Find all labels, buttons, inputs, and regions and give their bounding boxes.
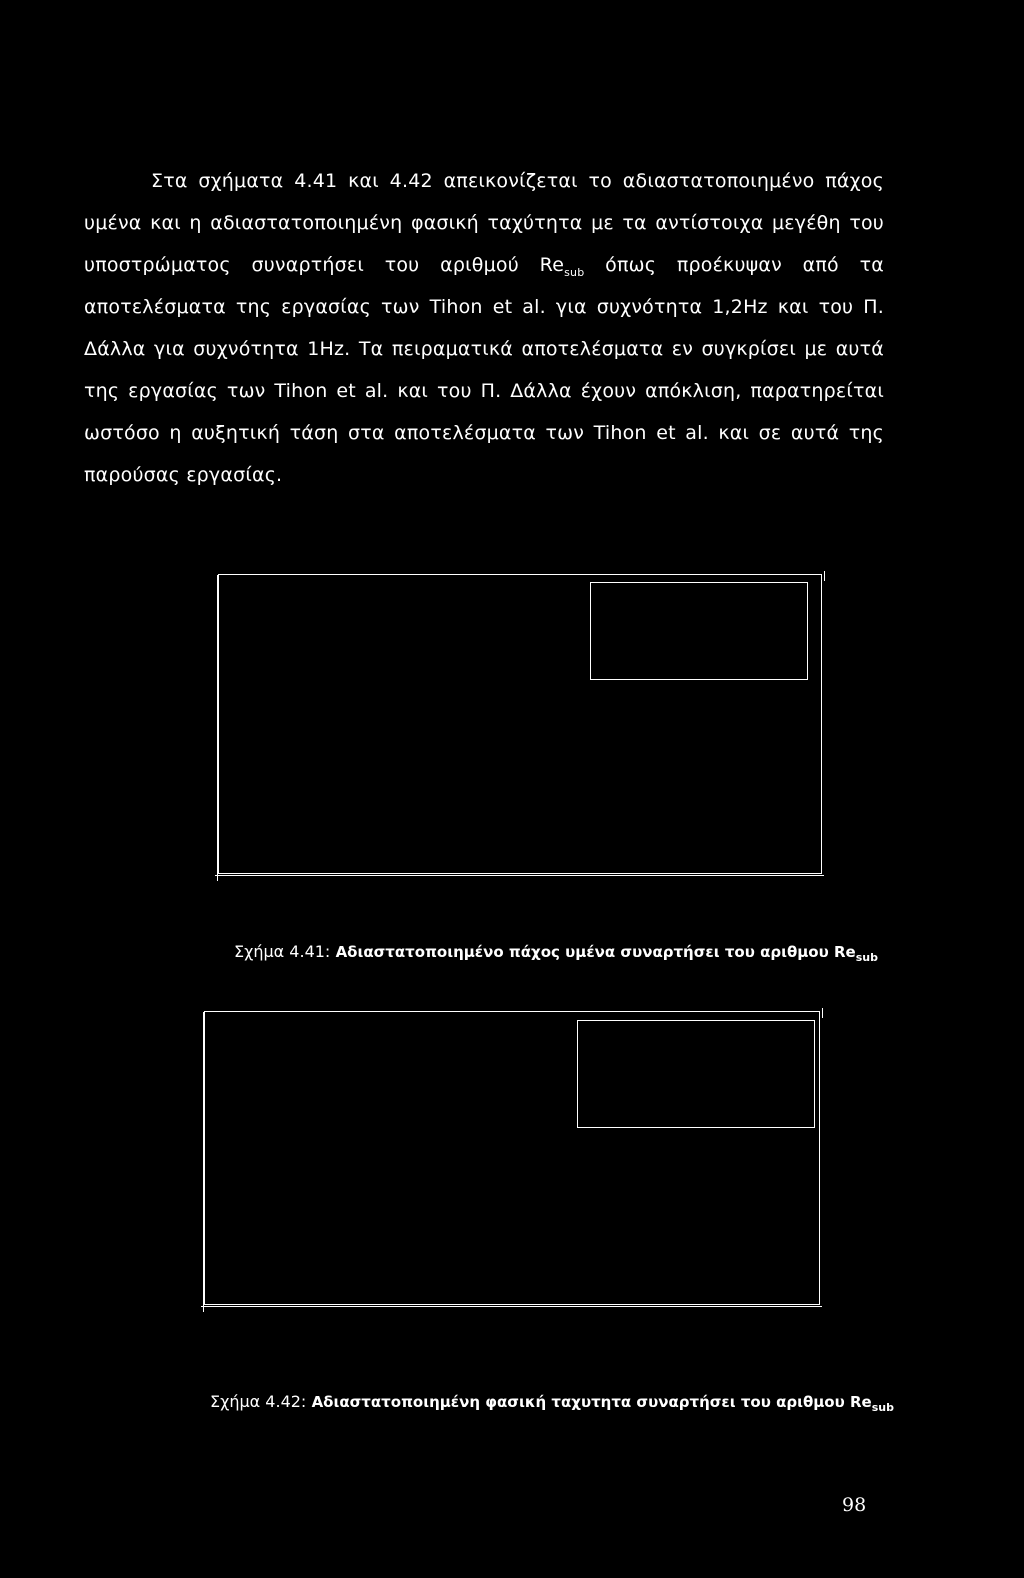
figure-4-42-caption-sub: sub bbox=[871, 1401, 894, 1414]
figure-4-41-caption-text: Αδιαστατοποιημένο πάχος υμένα συναρτήσει του αριθμου Re bbox=[335, 943, 856, 961]
figure-4-41-plot-frame bbox=[218, 574, 822, 874]
paragraph-line-3-head: υποστρώματος συναρτήσει του αριθμού Re bbox=[84, 254, 565, 276]
figure-4-42-caption-label: Σχήμα 4.42: bbox=[210, 1392, 307, 1411]
re-subscript: sub bbox=[564, 265, 585, 279]
figure-4-41-caption-sub: sub bbox=[855, 951, 878, 964]
paragraph-line-2: υμένα και η αδιαστατοποιημένη φασική ταχύτητα με τα αντίστοιχα μεγέθη του bbox=[84, 212, 884, 234]
paragraph-line-1: Στα σχήματα 4.41 και 4.42 απεικονίζεται το αδιαστατοποιημένο πάχος bbox=[151, 170, 884, 192]
figure-4-41-x-axis bbox=[215, 875, 824, 876]
figure-4-42-y-axis bbox=[203, 1012, 204, 1312]
paragraph-line-8: παρούσας εργασίας. bbox=[84, 464, 283, 486]
paragraph-line-5: Δάλλα για συχνότητα 1Hz. Τα πειραματικά αποτελέσματα εν συγκρίσει με αυτά bbox=[84, 338, 884, 360]
paragraph-line-4: αποτελέσματα της εργασίας των Tihon et al. για συχνότητα 1,2Hz και του Π. bbox=[84, 296, 884, 318]
paragraph-line-3 bbox=[84, 244, 884, 286]
figure-4-41-legend-box bbox=[590, 582, 808, 680]
figure-4-42-legend-box bbox=[577, 1020, 815, 1128]
page-number: 98 bbox=[842, 1494, 867, 1516]
paragraph-line-7: ωστόσο η αυξητική τάση στα αποτελέσματα των Tihon et al. και σε αυτά της bbox=[84, 422, 884, 444]
figure-4-41-caption-label: Σχήμα 4.41: bbox=[234, 942, 331, 961]
figure-4-42-caption bbox=[210, 1392, 894, 1414]
paragraph-line-6: της εργασίας των Tihon et al. και του Π. Δάλλα έχουν απόκλιση, παρατηρείται bbox=[84, 380, 884, 402]
figure-4-41-corner-tick bbox=[824, 571, 825, 581]
figure-4-41-caption bbox=[234, 942, 878, 964]
figure-4-42-caption-text: Αδιαστατοποιημένη φασική ταχυτητα συναρτήσει του αριθμου Re bbox=[311, 1393, 872, 1411]
body-paragraph bbox=[84, 160, 884, 496]
figure-4-42-x-axis bbox=[201, 1306, 822, 1307]
figure-4-42-corner-tick bbox=[822, 1008, 823, 1018]
figure-4-41-y-axis bbox=[217, 575, 218, 881]
paragraph-line-3-tail: όπως προέκυψαν από τα bbox=[584, 254, 884, 276]
figure-4-42-plot-frame bbox=[204, 1011, 820, 1305]
